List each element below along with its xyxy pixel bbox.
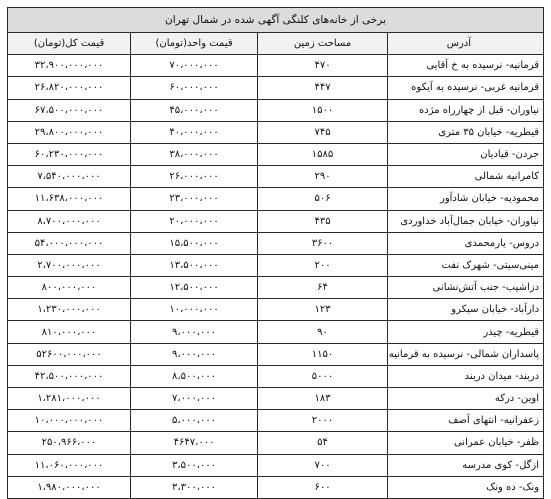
table-row	[8, 232, 544, 254]
cell-address: جردن- قیادیان	[388, 143, 544, 165]
table-row	[8, 277, 544, 299]
cell-address: ونک- ده ونک	[388, 476, 544, 498]
cell-total-price: ۱۱،۶۳۸،۰۰۰،۰۰۰	[8, 188, 131, 210]
cell-area: ۴۳۵	[258, 210, 388, 232]
table-row	[8, 99, 544, 121]
table-row	[8, 166, 544, 188]
cell-unit-price: ۷،۰۰۰،۰۰۰	[131, 388, 258, 410]
cell-area: ۵۴	[258, 432, 388, 454]
listing-table	[7, 7, 544, 499]
cell-address: مینی‌سیتی- شهرک نفت	[388, 254, 544, 276]
cell-total-price: ۵۴،۰۰۰،۰۰۰،۰۰۰	[8, 232, 131, 254]
cell-unit-price: ۱۲،۵۰۰،۰۰۰	[131, 277, 258, 299]
cell-total-price: ۱۱،۰۶۰،۰۰۰،۰۰۰	[8, 454, 131, 476]
cell-unit-price: ۱۰،۰۰۰،۰۰۰	[131, 299, 258, 321]
cell-unit-price: ۸،۵۰۰،۰۰۰	[131, 365, 258, 387]
cell-total-price: ۵۲۶۰۰،۰۰۰،۰۰۰	[8, 343, 131, 365]
cell-address: قیطریه- چیذر	[388, 321, 544, 343]
cell-unit-price: ۵،۰۰۰،۰۰۰	[131, 410, 258, 432]
cell-unit-price: ۹،۰۰۰،۰۰۰	[131, 343, 258, 365]
cell-area: ۴۴۷	[258, 77, 388, 99]
table-title-row	[8, 8, 544, 33]
cell-area: ۳۶۰۰	[258, 232, 388, 254]
cell-area: ۱۱۵۰	[258, 343, 388, 365]
table-title: برخی از خانه‌های کلنگی آگهی شده در شمال تهران	[8, 8, 544, 33]
cell-address: قیطریه- خیابان ۳۵ متری	[388, 121, 544, 143]
cell-address: اوین- درکه	[388, 388, 544, 410]
cell-total-price: ۲۹،۸۰۰،۰۰۰،۰۰۰	[8, 121, 131, 143]
cell-area: ۲۰۰۰	[258, 410, 388, 432]
header-unit-price: قیمت واحد(تومان)	[131, 33, 258, 55]
cell-area: ۱۲۳	[258, 299, 388, 321]
cell-total-price: ۶۰،۲۳۰،۰۰۰،۰۰۰	[8, 143, 131, 165]
cell-address: محمودیه- خیابان شادآور	[388, 188, 544, 210]
cell-address: دارآباد- خیابان سیکرو	[388, 299, 544, 321]
cell-address: ظفر- خیابان عمرانی	[388, 432, 544, 454]
cell-address: نیاوران- خیابان جمال‌آباد خداوردی	[388, 210, 544, 232]
cell-unit-price: ۴۵،۰۰۰،۰۰۰	[131, 99, 258, 121]
cell-total-price: ۱،۲۳۰،۰۰۰،۰۰۰	[8, 299, 131, 321]
cell-address: دربند- میدان دربند	[388, 365, 544, 387]
cell-address: قرمانیه- نرسیده به خ آقایی	[388, 55, 544, 77]
table-row	[8, 343, 544, 365]
table-row	[8, 210, 544, 232]
cell-area: ۱۵۸۵	[258, 143, 388, 165]
cell-address: کامرانیه شمالی	[388, 166, 544, 188]
cell-unit-price: ۴۶۴۷،۰۰۰	[131, 432, 258, 454]
cell-unit-price: ۹،۰۰۰،۰۰۰	[131, 321, 258, 343]
cell-total-price: ۲۵۰،۹۶۶،۰۰۰	[8, 432, 131, 454]
cell-area: ۷۴۵	[258, 121, 388, 143]
table-body	[8, 55, 544, 499]
cell-total-price: ۱،۲۸۱،۰۰۰،۰۰۰	[8, 388, 131, 410]
cell-total-price: ۷،۵۴۰،۰۰۰،۰۰۰	[8, 166, 131, 188]
table-row	[8, 432, 544, 454]
cell-area: ۱۸۳	[258, 388, 388, 410]
table-row	[8, 365, 544, 387]
cell-unit-price: ۲۳،۰۰۰،۰۰۰	[131, 188, 258, 210]
cell-area: ۱۵۰۰	[258, 99, 388, 121]
cell-address: پاسداران شمالی- نرسیده به قرمانیه	[388, 343, 544, 365]
table-header-row	[8, 33, 544, 55]
cell-unit-price: ۳،۳۰۰،۰۰۰	[131, 476, 258, 498]
table-row	[8, 121, 544, 143]
table-row	[8, 55, 544, 77]
cell-area: ۷۰۰	[258, 454, 388, 476]
table-row	[8, 454, 544, 476]
cell-unit-price: ۴۰،۰۰۰،۰۰۰	[131, 121, 258, 143]
cell-total-price: ۱۰،۰۰۰،۰۰۰،۰۰۰	[8, 410, 131, 432]
cell-area: ۶۴	[258, 277, 388, 299]
table-row	[8, 321, 544, 343]
listing-table-container	[7, 7, 543, 499]
header-address: آدرس	[388, 33, 544, 55]
cell-unit-price: ۳۸،۰۰۰،۰۰۰	[131, 143, 258, 165]
cell-total-price: ۸۰۰،۰۰۰،۰۰۰	[8, 277, 131, 299]
cell-unit-price: ۶۰،۰۰۰،۰۰۰	[131, 77, 258, 99]
cell-unit-price: ۲۶،۰۰۰،۰۰۰	[131, 166, 258, 188]
table-row	[8, 77, 544, 99]
table-row	[8, 388, 544, 410]
cell-unit-price: ۱۳،۵۰۰،۰۰۰	[131, 254, 258, 276]
cell-address: دزاشیب- جنب آتش‌نشانی	[388, 277, 544, 299]
cell-total-price: ۸۱۰،۰۰۰،۰۰۰	[8, 321, 131, 343]
cell-total-price: ۸،۷۰۰،۰۰۰،۰۰۰	[8, 210, 131, 232]
cell-area: ۲۹۰	[258, 166, 388, 188]
cell-area: ۹۰	[258, 321, 388, 343]
cell-total-price: ۳۲،۹۰۰،۰۰۰،۰۰۰	[8, 55, 131, 77]
cell-area: ۵۰۰۰	[258, 365, 388, 387]
cell-area: ۴۷۰	[258, 55, 388, 77]
cell-total-price: ۴۲،۵۰۰،۰۰۰،۰۰۰	[8, 365, 131, 387]
cell-address: ازگل- کوی مدرسه	[388, 454, 544, 476]
cell-area: ۶۰۰	[258, 476, 388, 498]
cell-total-price: ۶۷،۵۰۰،۰۰۰،۰۰۰	[8, 99, 131, 121]
table-row	[8, 410, 544, 432]
table-row	[8, 254, 544, 276]
cell-unit-price: ۱۵،۵۰۰،۰۰۰	[131, 232, 258, 254]
cell-address: قرمانیه غربی- نرسیده به آیکوه	[388, 77, 544, 99]
header-area: مساحت زمین	[258, 33, 388, 55]
cell-area: ۲۰۰	[258, 254, 388, 276]
table-row	[8, 299, 544, 321]
cell-unit-price: ۷۰،۰۰۰،۰۰۰	[131, 55, 258, 77]
cell-unit-price: ۳،۵۰۰،۰۰۰	[131, 454, 258, 476]
table-row	[8, 143, 544, 165]
table-row	[8, 476, 544, 498]
cell-address: زعفرانیه- انتهای آصف	[388, 410, 544, 432]
cell-address: دروس- یارمحمدی	[388, 232, 544, 254]
cell-total-price: ۱،۹۸۰،۰۰۰،۰۰۰	[8, 476, 131, 498]
table-row	[8, 188, 544, 210]
cell-total-price: ۲۶،۸۲۰،۰۰۰،۰۰۰	[8, 77, 131, 99]
header-total-price: قیمت کل(تومان)	[8, 33, 131, 55]
cell-total-price: ۲،۷۰۰،۰۰۰،۰۰۰	[8, 254, 131, 276]
cell-area: ۵۰۶	[258, 188, 388, 210]
cell-unit-price: ۲۰،۰۰۰،۰۰۰	[131, 210, 258, 232]
cell-address: نیاوران- قبل از چهارراه مژده	[388, 99, 544, 121]
